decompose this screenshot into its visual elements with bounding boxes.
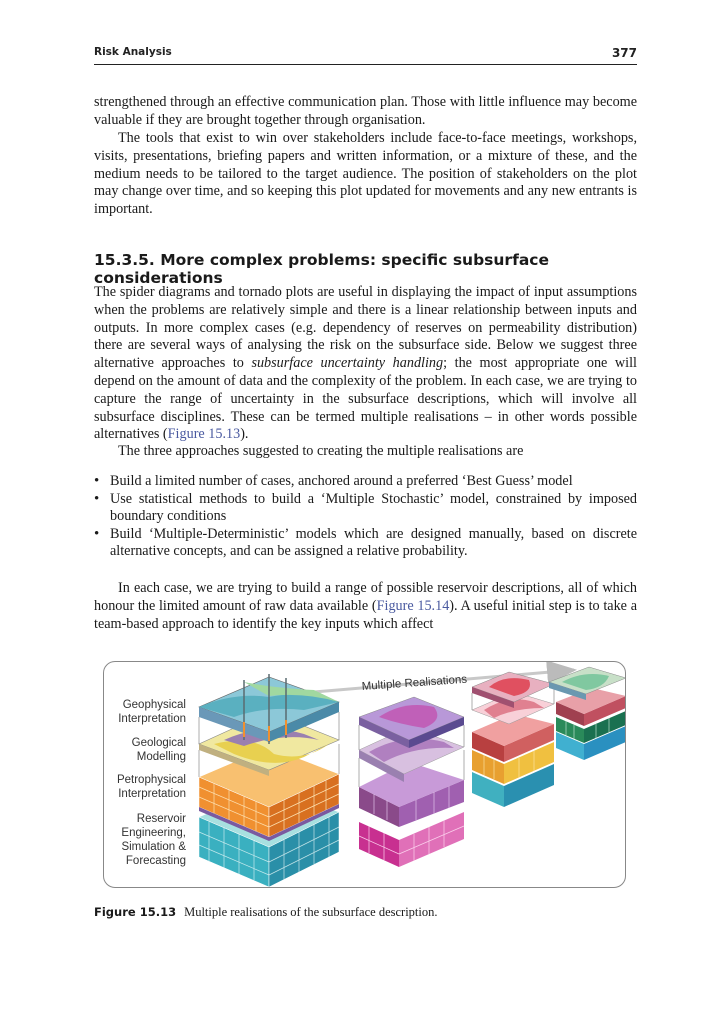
- label-geological-1: Geological: [131, 737, 186, 749]
- figure-15-14-link[interactable]: Figure 15.14: [376, 597, 450, 614]
- label-reservoir-2: Engineering,: [121, 827, 186, 839]
- realisation-block-3: [549, 667, 625, 760]
- label-geophysical-2: Interpretation: [118, 713, 186, 725]
- section-title: 15.3.5. More complex problems: specific subsurface considerations: [94, 251, 549, 287]
- paragraph-1: strengthened through an effective communication plan. Those with little influence may become valuable if they are brought together through organisation.: [94, 94, 637, 128]
- paragraph-3-emphasis: subsurface uncertainty handling: [251, 355, 444, 372]
- label-geophysical-1: Geophysical: [122, 699, 186, 711]
- paragraph-3: [94, 284, 637, 444]
- header-rule: [94, 64, 637, 65]
- figure-illustration: [104, 662, 625, 887]
- figure-caption: [94, 905, 654, 920]
- label-geological-2: Modelling: [136, 751, 186, 763]
- paragraph-5-part-b: ). A useful initial step is to take a team-based approach to identify the key inputs which affect: [94, 597, 637, 632]
- list-item: • Build a limited number of cases, anchored around a preferred ‘Best Guess’ model: [94, 473, 637, 491]
- figure-15-13-link[interactable]: Figure 15.13: [167, 426, 241, 443]
- caption-label: Figure 15.13: [94, 905, 177, 919]
- figure-15-13: [103, 661, 626, 888]
- paragraph-5-part-a: In each case, we are trying to build a range of possible reservoir descriptions, all of which honour the limited amount of raw data available (: [94, 580, 637, 614]
- realisation-block-1: [359, 697, 464, 867]
- paragraph-3-part-a: The spider diagrams and tornado plots are useful in displaying the impact of input assumptions when the problems are relatively simple and there is a linear relationship between inputs and outputs. In more complex cases (e.g. dependency of reserves on permeability distribution) there are several ways of analysing the risk on the subsurface side. Below we suggest three alternative approaches to: [94, 284, 637, 372]
- main-model-block: [199, 674, 339, 887]
- label-reservoir-1: Reservoir: [136, 813, 186, 825]
- approach-list: [94, 473, 637, 561]
- page-number: 377: [611, 46, 637, 60]
- label-petrophysical-1: Petrophysical: [116, 774, 186, 786]
- paragraph-3-part-c: ).: [240, 426, 249, 443]
- paragraph-5: [94, 580, 637, 633]
- realisations-label: Multiple Realisations: [361, 673, 468, 693]
- label-reservoir-4: Forecasting: [125, 855, 186, 867]
- caption-text: Multiple realisations of the subsurface description.: [184, 905, 438, 919]
- label-petrophysical-2: Interpretation: [118, 788, 186, 800]
- label-reservoir-3: Simulation &: [121, 841, 186, 853]
- paragraph-2: The tools that exist to win over stakeholders include face-to-face meetings, workshops, visits, presentations, briefing papers and written information, or a mixture of these, and the medium needs to be tailored to the target audience. The position of stakeholders on the plot may change over time, and so keeping this plot updated for movements and any new entrants is important.: [94, 130, 637, 218]
- list-item: • Build ‘Multiple-Deterministic’ models which are designed manually, based on discrete alternative concepts, and can be assigned a relative probability.: [94, 526, 637, 561]
- running-title: Risk Analysis: [94, 46, 172, 58]
- realisation-block-2: [472, 672, 554, 807]
- paragraph-4: The three approaches suggested to creating the multiple realisations are: [118, 443, 524, 459]
- list-item: • Use statistical methods to build a ‘Multiple Stochastic’ model, constrained by imposed boundary conditions: [94, 491, 637, 526]
- paragraph-3-part-b: ; the most appropriate one will depend on the amount of data and the complexity of the problem. In each case, we are trying to capture the range of uncertainty in the subsurface descriptions, which will involve all subsurface disciplines. These can be termed multiple realisations – in other words possible alternatives (: [94, 355, 637, 443]
- running-head: [94, 46, 637, 58]
